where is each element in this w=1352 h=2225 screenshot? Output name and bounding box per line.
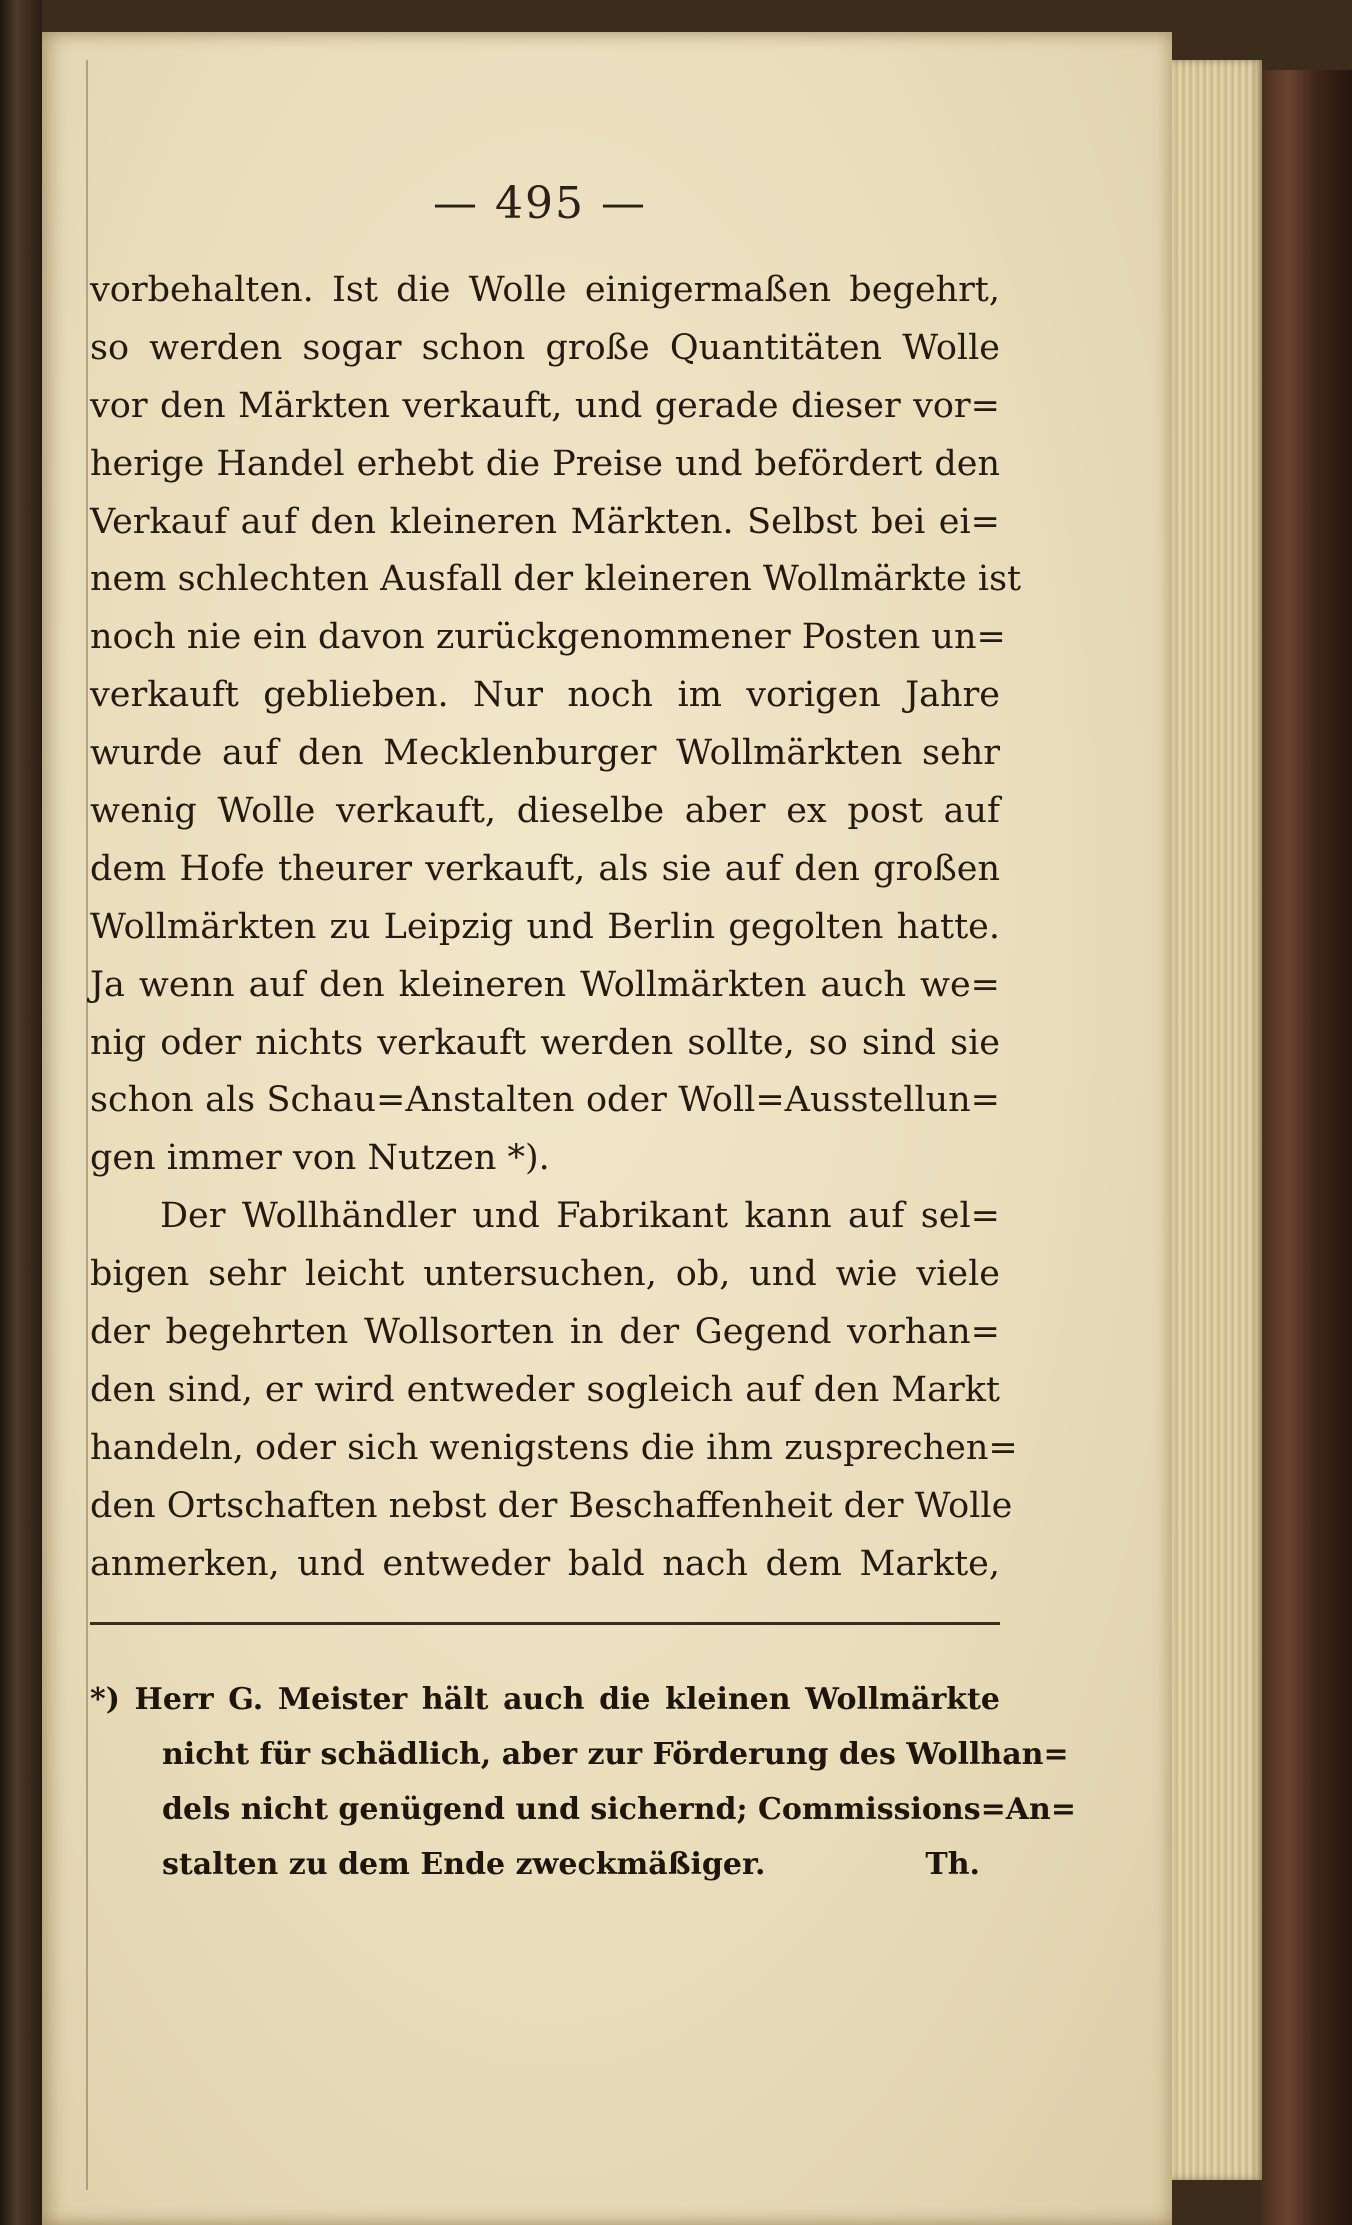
footnote [90, 1672, 1076, 1892]
body-text [90, 262, 1022, 1593]
text-line: dem Hofe theurer verkauft, als sie auf den großen [90, 848, 1000, 889]
page-fore-edge [1172, 60, 1262, 2180]
binding-crease [86, 60, 88, 2190]
text-line: handeln, oder sich wenigstens die ihm zusprechen= [90, 1427, 1018, 1468]
text-line: bigen sehr leicht untersuchen, ob, und wie viele [90, 1254, 1000, 1295]
text-line: gen immer von Nutzen *). [90, 1138, 550, 1179]
text-line: wurde auf den Mecklenburger Wollmärkten sehr [90, 733, 1000, 774]
text-line: herige Handel erhebt die Preise und befördert den [90, 443, 1000, 484]
text-line: wenig Wolle verkauft, dieselbe aber ex post auf [90, 791, 1000, 832]
cover-edge [1262, 70, 1352, 2225]
text-line: der begehrten Wollsorten in der Gegend vorhan= [90, 1312, 1000, 1353]
text-line: vor den Märkten verkauft, und gerade dieser vor= [90, 385, 1000, 426]
text-line: so werden sogar schon große Quantitäten Wolle [90, 327, 1000, 368]
text-line: anmerken, und entweder bald nach dem Markte, [90, 1543, 1000, 1584]
text-line: noch nie ein davon zurückgenommener Posten un= [90, 617, 1006, 658]
text-line: den sind, er wird entweder sogleich auf den Markt [90, 1369, 1000, 1410]
text-line: vorbehalten. Ist die Wolle einigermaßen begehrt, [90, 270, 1000, 310]
text-line: Der Wollhändler und Fabrikant kann auf sel= [160, 1196, 1000, 1237]
footnote-rule [90, 1622, 1000, 1625]
footnote-line [90, 1837, 1000, 1892]
footnote-signature: Th. [925, 1847, 980, 1882]
text-line: verkauft geblieben. Nur noch im vorigen Jahre [90, 675, 1000, 716]
footnote-line: *) Herr G. Meister hält auch die kleinen Wollmärkte [90, 1682, 1000, 1717]
text-line: Verkauf auf den kleineren Märkten. Selbst bei ei= [90, 501, 1000, 542]
page-number: — 495 — [433, 178, 647, 229]
spine-edge [0, 0, 42, 2225]
text-line: schon als Schau=Anstalten oder Woll=Ausstellun= [90, 1080, 1000, 1121]
text-line: Wollmärkten zu Leipzig und Berlin gegolten hatte. [90, 906, 1000, 947]
text-line: den Ortschaften nebst der Beschaffenheit der Wolle [90, 1485, 1013, 1526]
text-line: nem schlechten Ausfall der kleineren Wollmärkte ist [90, 559, 1022, 600]
text-line: Ja wenn auf den kleineren Wollmärkten auch we= [90, 964, 1000, 1005]
footnote-line: dels nicht genügend und sichernd; Commissions=An= [162, 1792, 1076, 1827]
footnote-line: nicht für schädlich, aber zur Förderung des Wollhan= [162, 1737, 1069, 1772]
footnote-line-text: stalten zu dem Ende zweckmäßiger. [162, 1847, 766, 1882]
text-line: nig oder nichts verkauft werden sollte, so sind sie [90, 1022, 1000, 1063]
